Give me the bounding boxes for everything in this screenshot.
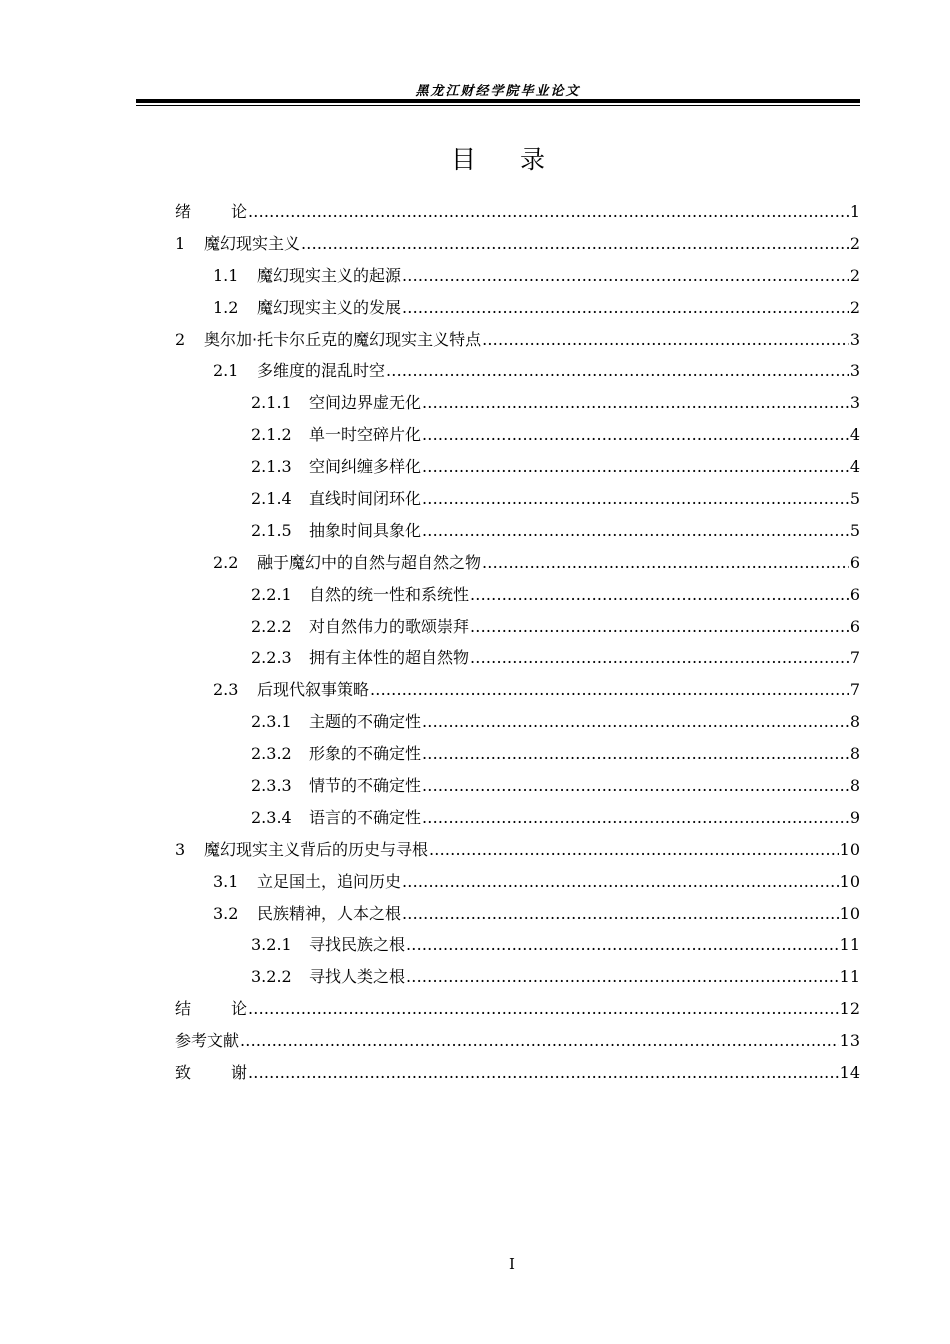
toc-entry-page: 6: [849, 616, 860, 636]
toc-entry-page: 6: [849, 552, 860, 572]
toc-entry-page: 9: [849, 807, 860, 827]
toc-entry[interactable]: [175, 355, 860, 387]
toc-entry-label: 魔幻现实主义背后的历史与寻根: [204, 839, 429, 859]
toc-entry-label: 单一时空碎片化: [309, 425, 422, 445]
toc-entry-number: 2: [175, 329, 186, 349]
toc-entry-page: 4: [849, 425, 860, 445]
toc-entry-number: 1.1: [213, 265, 239, 285]
toc-dot-leader: [422, 483, 849, 515]
toc-entry-label: 奥尔加·托卡尔丘克的魔幻现实主义特点: [204, 329, 482, 349]
toc-entry-number: 3.2.1: [251, 935, 292, 955]
toc-dot-leader: [406, 961, 839, 993]
toc-entry-page: 11: [839, 967, 860, 987]
toc-dot-leader: [482, 324, 849, 356]
toc-dot-leader: [402, 898, 839, 930]
toc-dot-leader: [422, 515, 849, 547]
toc-entry-label: 形象的不确定性: [309, 744, 422, 764]
toc-entry-page: 8: [849, 712, 860, 732]
toc-dot-leader: [422, 738, 849, 770]
toc-dot-leader: [301, 228, 849, 260]
toc-entry-label: 主题的不确定性: [309, 712, 422, 732]
toc-entry[interactable]: [175, 579, 860, 611]
toc-entry-page: 13: [839, 1031, 860, 1051]
toc-entry-page: 3: [849, 361, 860, 381]
toc-entry-page: 7: [849, 680, 860, 700]
toc-entry[interactable]: [175, 866, 860, 898]
toc-entry-label: 后现代叙事策略: [257, 680, 370, 700]
toc-entry[interactable]: [175, 611, 860, 643]
toc-dot-leader: [248, 1057, 839, 1089]
toc-entry-number: 3: [175, 839, 186, 859]
toc-entry-number: 2.2.1: [251, 584, 292, 604]
toc-entry-number: 3.2.2: [251, 967, 292, 987]
toc-entry-number: 2.1.3: [251, 457, 292, 477]
page-header-title: 黑龙江财经学院毕业论文: [415, 84, 581, 99]
toc-entry-number: 2.1.2: [251, 425, 292, 445]
toc-dot-leader: [422, 770, 849, 802]
toc-entry-label: 立足国土，追问历史: [257, 871, 402, 891]
toc-entry[interactable]: [175, 324, 860, 356]
toc-entry[interactable]: [175, 483, 860, 515]
toc-dot-leader: [248, 196, 849, 228]
toc-entry[interactable]: [175, 834, 860, 866]
toc-entry[interactable]: [175, 802, 860, 834]
toc-entry[interactable]: [175, 419, 860, 451]
toc-title-char-1: 目: [450, 145, 476, 174]
table-of-contents: [175, 196, 860, 1089]
toc-entry-label: 自然的统一性和系统性: [309, 584, 470, 604]
toc-entry-label: 绪论: [175, 201, 288, 221]
toc-dot-leader: [386, 355, 849, 387]
toc-entry[interactable]: [175, 674, 860, 706]
toc-entry-page: 10: [839, 871, 860, 891]
toc-entry-label: 抽象时间具象化: [309, 520, 422, 540]
toc-entry-label: 魔幻现实主义的起源: [257, 265, 402, 285]
toc-entry[interactable]: [175, 292, 860, 324]
toc-entry-label: 参考文献: [175, 1031, 240, 1051]
toc-entry-label: 寻找人类之根: [309, 967, 406, 987]
toc-entry-page: 5: [849, 520, 860, 540]
toc-title-char-2: 录: [520, 145, 546, 174]
toc-entry-page: 14: [839, 1063, 860, 1083]
toc-entry-page: 3: [849, 393, 860, 413]
toc-entry-page: 11: [839, 935, 860, 955]
toc-entry-page: 8: [849, 776, 860, 796]
toc-entry-number: 2.2.2: [251, 616, 292, 636]
toc-entry-number: 2.3: [213, 680, 239, 700]
toc-entry-page: 4: [849, 457, 860, 477]
toc-entry-number: 2.3.2: [251, 744, 292, 764]
page-number: I: [509, 1255, 515, 1273]
toc-entry-page: 10: [839, 839, 860, 859]
header-rule-thick: [136, 99, 860, 103]
toc-entry-label: 致谢: [175, 1063, 288, 1083]
toc-entry-number: 2.1.1: [251, 393, 292, 413]
toc-entry[interactable]: [175, 260, 860, 292]
toc-dot-leader: [470, 579, 849, 611]
toc-dot-leader: [422, 706, 849, 738]
toc-entry[interactable]: [175, 515, 860, 547]
toc-entry-page: 1: [849, 201, 860, 221]
toc-entry[interactable]: [175, 929, 860, 961]
toc-entry[interactable]: [175, 961, 860, 993]
toc-entry[interactable]: [175, 228, 860, 260]
toc-entry-page: 2: [849, 233, 860, 253]
toc-entry[interactable]: [175, 993, 860, 1025]
toc-entry-number: 3.2: [213, 903, 239, 923]
toc-entry[interactable]: [175, 770, 860, 802]
toc-entry-number: 3.1: [213, 871, 239, 891]
toc-entry-number: 2.3.1: [251, 712, 292, 732]
toc-dot-leader: [402, 292, 849, 324]
toc-entry-number: 2.3.4: [251, 807, 292, 827]
toc-entry-page: 3: [849, 329, 860, 349]
toc-entry-label: 寻找民族之根: [309, 935, 406, 955]
toc-entry-page: 6: [849, 584, 860, 604]
toc-entry[interactable]: [175, 642, 860, 674]
toc-entry-page: 8: [849, 744, 860, 764]
toc-entry[interactable]: [175, 387, 860, 419]
toc-entry[interactable]: [175, 1057, 860, 1089]
toc-entry-page: 7: [849, 648, 860, 668]
toc-entry-page: 10: [839, 903, 860, 923]
toc-entry-label: 对自然伟力的歌颂崇拜: [309, 616, 470, 636]
toc-entry-number: 2.1.4: [251, 489, 292, 508]
toc-entry-label: 语言的不确定性: [309, 807, 422, 827]
toc-dot-leader: [406, 929, 839, 961]
toc-entry-label: 空间边界虚无化: [309, 393, 422, 413]
toc-entry-number: 1: [175, 233, 186, 253]
toc-entry-label: 结论: [175, 999, 288, 1019]
toc-entry-label: 融于魔幻中的自然与超自然之物: [257, 552, 482, 572]
toc-entry-number: 2.1.5: [251, 520, 292, 540]
toc-entry-number: 2.2.3: [251, 648, 292, 668]
header-rule-thin: [136, 105, 860, 106]
toc-entry-page: 2: [849, 265, 860, 285]
toc-entry-number: 2.2: [213, 552, 239, 572]
toc-entry-label: 直线时间闭环化: [309, 489, 422, 508]
toc-dot-leader: [422, 419, 849, 451]
toc-dot-leader: [402, 260, 849, 292]
toc-entry-page: 12: [839, 999, 860, 1019]
toc-dot-leader: [240, 1025, 839, 1057]
toc-entry-label: 拥有主体性的超自然物: [309, 648, 470, 668]
toc-entry[interactable]: [175, 547, 860, 579]
toc-dot-leader: [248, 993, 839, 1025]
toc-entry[interactable]: [175, 738, 860, 770]
toc-entry-label: 魔幻现实主义的发展: [257, 297, 402, 317]
toc-entry[interactable]: [175, 898, 860, 930]
toc-dot-leader: [422, 387, 849, 419]
toc-entry-label: 多维度的混乱时空: [257, 361, 386, 381]
toc-entry-number: 2.1: [213, 361, 239, 381]
toc-entry-label: 魔幻现实主义: [204, 233, 301, 253]
toc-entry-page: 5: [849, 489, 860, 508]
toc-entry[interactable]: [175, 1025, 860, 1057]
toc-dot-leader: [370, 674, 849, 706]
toc-dot-leader: [470, 611, 849, 643]
toc-entry-number: 1.2: [213, 297, 239, 317]
toc-entry-number: 2.3.3: [251, 776, 292, 796]
toc-dot-leader: [482, 547, 849, 579]
toc-dot-leader: [470, 642, 849, 674]
toc-dot-leader: [402, 866, 839, 898]
toc-dot-leader: [422, 451, 849, 483]
toc-dot-leader: [422, 802, 849, 834]
toc-title: [136, 140, 860, 176]
toc-entry-label: 民族精神，人本之根: [257, 903, 402, 923]
toc-entry-label: 情节的不确定性: [309, 776, 422, 796]
toc-entry[interactable]: [175, 706, 860, 738]
toc-entry-page: 2: [849, 297, 860, 317]
toc-entry[interactable]: [175, 196, 860, 228]
toc-entry[interactable]: [175, 451, 860, 483]
toc-entry-label: 空间纠缠多样化: [309, 457, 422, 477]
toc-dot-leader: [429, 834, 839, 866]
